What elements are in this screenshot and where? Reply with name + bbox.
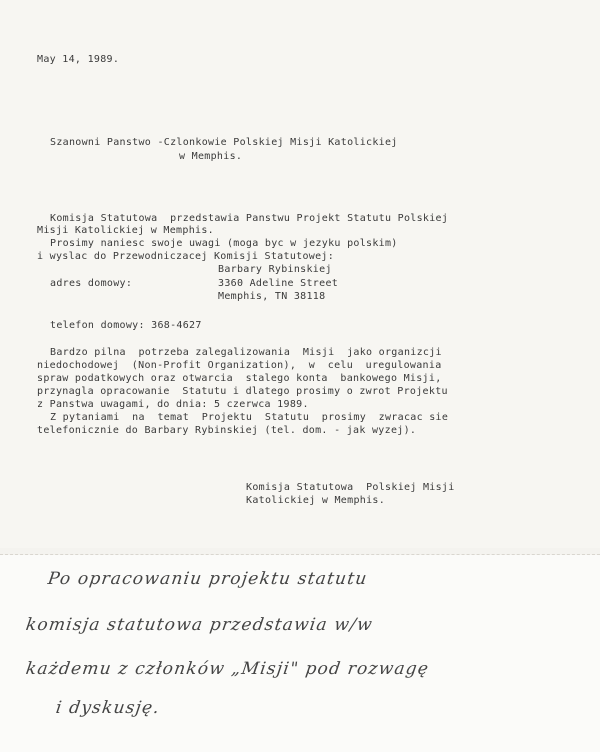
page-divider	[0, 540, 600, 555]
contact-name: Barbary Rybinskiej	[218, 264, 332, 275]
para2-line-5: z Panstwa uwagami, do dnia: 5 czerwca 1989.	[37, 399, 309, 410]
note-line-2: komisja statutowa przedstawia w/w	[24, 615, 375, 635]
handwritten-note	[0, 555, 600, 752]
note-line-3: każdemu z członków „Misji" pod rozwagę	[24, 659, 431, 679]
address-line-2: Memphis, TN 38118	[218, 291, 326, 302]
address-label: adres domowy:	[50, 278, 133, 289]
para1-line-4: i wyslac do Przewodniczacej Komisji Statutowej:	[37, 251, 335, 262]
para2-line-3: spraw podatkowych oraz otwarcia stalego konta bankowego Misji,	[37, 373, 442, 384]
para2-line-6: Z pytaniami na temat Projektu Statutu prosimy zwracac sie	[50, 412, 449, 423]
para2-line-4: przynagla opracowanie Statutu i dlatego prosimy o zwrot Projektu	[37, 386, 448, 397]
note-line-4: i dyskusję.	[54, 698, 162, 718]
para2-line-2: niedochodowej (Non-Profit Organization), w celu uregulowania	[37, 360, 442, 371]
letter-date: May 14, 1989.	[37, 54, 120, 65]
phone: telefon domowy: 368-4627	[50, 320, 202, 331]
para1-line-3: Prosimy naniesc swoje uwagi (moga byc w jezyku polskim)	[50, 238, 398, 249]
para2-line-7: telefonicznie do Barbary Rybinskiej (tel. dom. - jak wyzej).	[37, 425, 417, 436]
signature-line-2: Katolickiej w Memphis.	[246, 495, 386, 506]
para2-line-1: Bardzo pilna potrzeba zalegalizowania Misji jako organizcji	[50, 347, 442, 358]
para1-line-2: Misji Katolickiej w Memphis.	[37, 225, 214, 236]
note-line-1: Po opracowaniu projektu statutu	[46, 569, 369, 589]
signature-line-1: Komisja Statutowa Polskiej Misji	[246, 482, 455, 493]
salutation-line-1: Szanowni Panstwo -Czlonkowie Polskiej Misji Katolickiej	[50, 137, 398, 148]
para1-line-1: Komisja Statutowa przedstawia Panstwu Projekt Statutu Polskiej	[50, 213, 449, 224]
address-line-1: 3360 Adeline Street	[218, 278, 339, 289]
salutation-line-2: w Memphis.	[179, 151, 243, 162]
